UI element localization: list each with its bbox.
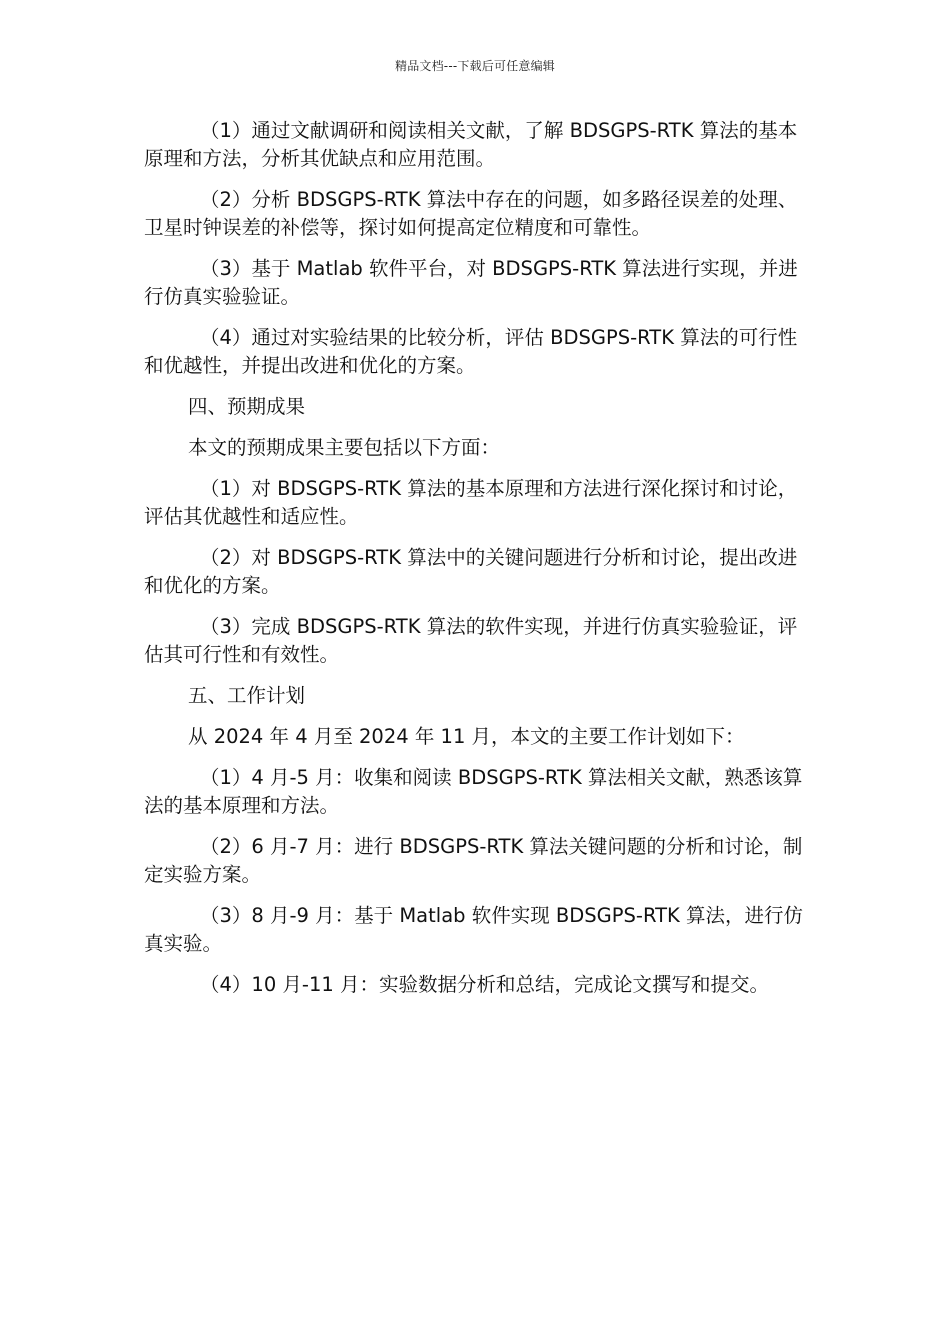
method-item-2: （2）分析 BDSGPS-RTK 算法中存在的问题，如多路径误差的处理、卫星时钟误差的补偿等，探讨如何提高定位精度和可靠性。 — [144, 188, 798, 239]
section-heading-expected-results: 四、预期成果 — [188, 395, 306, 418]
result-item-2: （2）对 BDSGPS-RTK 算法中的关键问题进行分析和讨论，提出改进和优化的方案。 — [144, 546, 798, 597]
section-heading-work-plan: 五、工作计划 — [188, 684, 306, 707]
plan-item-2: （2）6 月-7 月：进行 BDSGPS-RTK 算法关键问题的分析和讨论，制定实验方案。 — [144, 835, 803, 886]
document-body — [144, 117, 812, 1012]
method-item-4: （4）通过对实验结果的比较分析，评估 BDSGPS-RTK 算法的可行性和优越性，并提出改进和优化的方案。 — [144, 326, 798, 377]
result-item-3: （3）完成 BDSGPS-RTK 算法的软件实现，并进行仿真实验验证，评估其可行性和有效性。 — [144, 615, 798, 666]
method-item-3: （3）基于 Matlab 软件平台，对 BDSGPS-RTK 算法进行实现，并进行仿真实验验证。 — [144, 257, 798, 308]
expected-results-intro: 本文的预期成果主要包括以下方面： — [188, 436, 501, 459]
method-item-1: （1）通过文献调研和阅读相关文献，了解 BDSGPS-RTK 算法的基本原理和方法，分析其优缺点和应用范围。 — [144, 119, 798, 170]
plan-item-1: （1）4 月-5 月：收集和阅读 BDSGPS-RTK 算法相关文献，熟悉该算法的基本原理和方法。 — [144, 766, 803, 817]
plan-item-4: （4）10 月-11 月：实验数据分析和总结，完成论文撰写和提交。 — [200, 973, 769, 996]
result-item-1: （1）对 BDSGPS-RTK 算法的基本原理和方法进行深化探讨和讨论，评估其优越性和适应性。 — [144, 477, 798, 528]
work-plan-intro: 从 2024 年 4 月至 2024 年 11 月，本文的主要工作计划如下： — [188, 725, 745, 748]
page-header: 精品文档---下载后可任意编辑 — [395, 59, 555, 73]
plan-item-3: （3）8 月-9 月：基于 Matlab 软件实现 BDSGPS-RTK 算法，进行仿真实验。 — [144, 904, 803, 955]
